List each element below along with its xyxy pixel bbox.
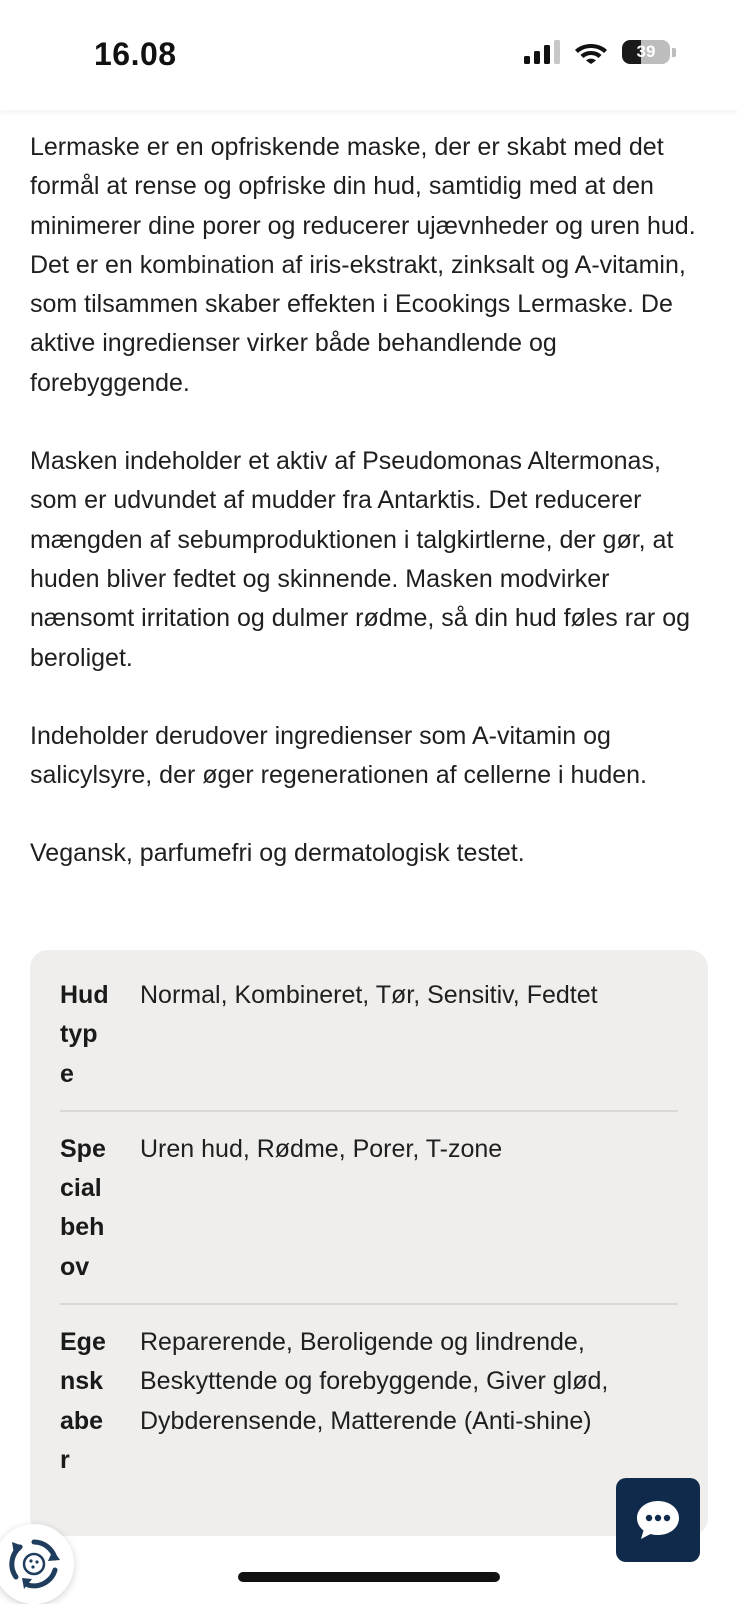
spec-value: Uren hud, Rødme, Porer, T-zone [140, 1134, 503, 1163]
status-bar [0, 0, 738, 110]
description-paragraph: Lermaske er en opfriskende maske, der er skabt med det formål at rense og opfriske din hud, samtidig med at den minimerer dine porer og reducerer ujævnheder og uren hud. Det er en kombination af iris-ekstrakt, zinksalt og A-vitamin, som tilsammen skaber effekten i Ecookings Lermaske. De aktive ingredienser virker både behandlende og forebyggende. [30, 133, 696, 397]
battery-icon [622, 40, 670, 64]
battery-cap [672, 48, 676, 57]
description-paragraph: Masken indeholder et aktiv af Pseudomonas Altermonas, som er udvundet af mudder fra Antarktis. Det reducerer mængden af sebumproduktionen i talgkirtlerne, der gør, at huden bliver fedtet og skinnende. Masken modvirker nænsomt irritation og dulmer rødme, så din hud føles rar og beroliget. [30, 447, 690, 672]
spec-value: Normal, Kombineret, Tør, Sensitiv, Fedtet [140, 981, 598, 1009]
description-paragraph: Vegansk, parfumefri og dermatologisk testet. [30, 839, 525, 868]
chat-bubble-icon [635, 1499, 681, 1541]
spec-row-hudtype [60, 976, 678, 1112]
battery-percentage: 39 [636, 42, 656, 61]
status-time: 16.08 [94, 36, 177, 72]
spec-row-specialbehov [60, 1130, 678, 1305]
home-indicator[interactable] [238, 1572, 500, 1582]
product-spec-table [30, 950, 708, 1536]
product-description [30, 128, 710, 913]
floating-badge-widget[interactable] [0, 1524, 74, 1604]
spec-label: Egenskaber [60, 1328, 106, 1474]
spec-label: Hudtype [60, 981, 109, 1088]
cellular-signal-icon [524, 40, 560, 64]
status-icons [524, 40, 676, 64]
spec-row-egenskaber [60, 1323, 678, 1496]
chat-button[interactable] [616, 1478, 700, 1562]
description-paragraph: Indeholder derudover ingredienser som A-vitamin og salicylsyre, der øger regenerationen af cellerne i huden. [30, 721, 648, 790]
spec-value: Reparerende, Beroligende og lindrende, Beskyttende og forebyggende, Giver glød, Dybderensende, Matterende (Anti-shine) [140, 1328, 609, 1435]
wifi-icon [574, 40, 608, 64]
recycle-badge-icon [6, 1536, 62, 1592]
spec-label: Specialbehov [60, 1134, 106, 1281]
